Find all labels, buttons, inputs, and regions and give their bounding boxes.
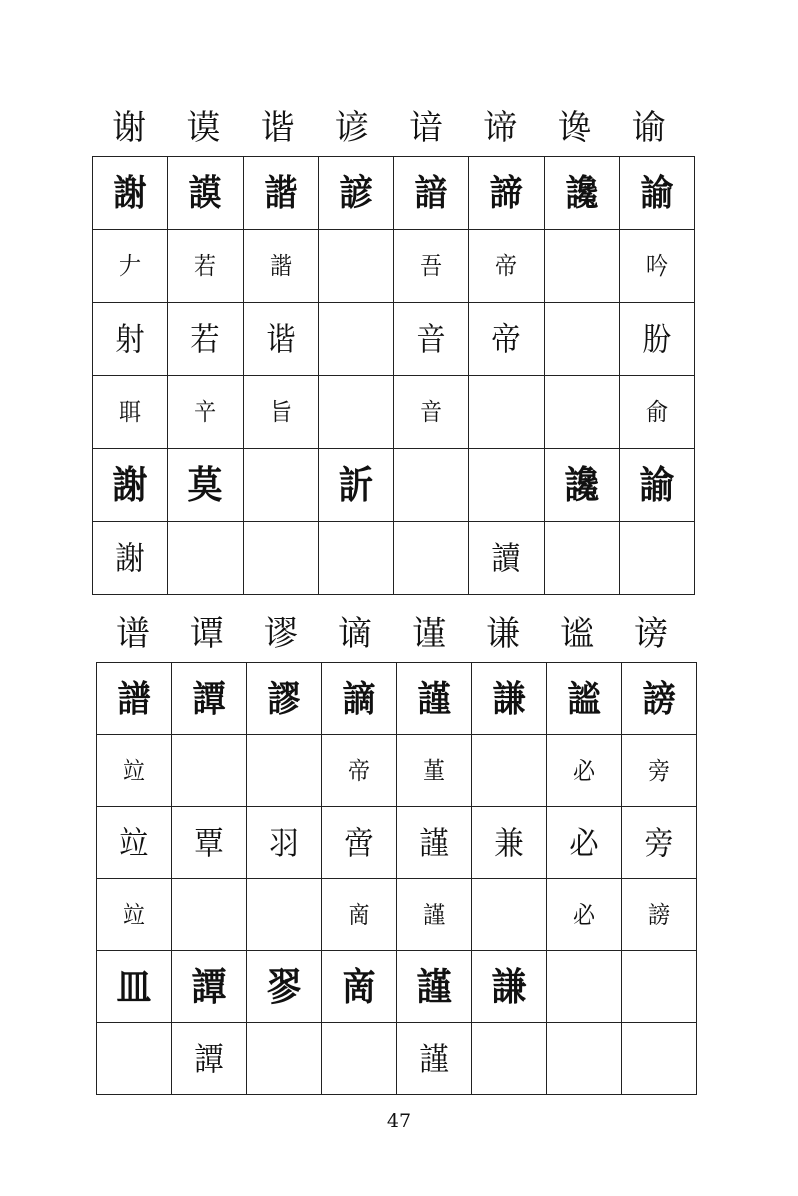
glyph-cell — [394, 303, 469, 376]
glyph-cell — [394, 157, 469, 230]
table-row — [93, 230, 695, 303]
glyph-cell — [168, 376, 243, 449]
ancient-glyph: 帝 — [495, 252, 518, 280]
glyph-cell — [168, 522, 243, 595]
ancient-glyph: 若 — [190, 320, 221, 358]
ancient-glyph: 竝 — [122, 900, 146, 929]
glyph-cell — [243, 449, 318, 522]
table-row — [97, 807, 697, 879]
ancient-glyph: 啻 — [344, 823, 374, 862]
table-row — [93, 522, 695, 595]
table-row — [97, 951, 697, 1023]
glyph-cell — [172, 663, 247, 735]
ancient-glyph: 謝 — [113, 172, 147, 214]
glyph-cell — [619, 376, 694, 449]
ancient-glyph: 帝 — [347, 756, 371, 785]
ancient-glyph: 若 — [194, 252, 217, 280]
glyph-cell — [619, 157, 694, 230]
glyph-cell — [97, 951, 172, 1023]
ancient-glyph: 謝 — [115, 539, 145, 577]
ancient-glyph: 吾 — [420, 252, 443, 280]
glyph-cell — [243, 376, 318, 449]
column-heading: 谱 — [116, 614, 150, 654]
ancient-glyph: 旁 — [644, 823, 674, 862]
glyph-cell — [322, 807, 397, 879]
column-heading: 谐 — [260, 108, 295, 148]
ancient-glyph: 吟 — [645, 252, 668, 280]
ancient-glyph: 謬 — [267, 677, 301, 720]
ancient-glyph: 兼 — [494, 823, 524, 862]
glyph-cell — [247, 951, 322, 1023]
ancient-glyph: 諺 — [339, 172, 373, 214]
ancient-glyph: 謝 — [112, 462, 148, 507]
ancient-glyph: 訢 — [338, 462, 374, 507]
ancient-glyph: 堇 — [422, 756, 446, 785]
ancient-glyph: 諧 — [269, 252, 292, 280]
glyph-cell — [97, 735, 172, 807]
glyph-cell — [172, 1023, 247, 1095]
glyph-cell — [318, 157, 393, 230]
column-heading: 谙 — [409, 108, 444, 148]
glyph-cell — [547, 663, 622, 735]
section-2-character-table — [96, 662, 697, 1095]
glyph-cell — [472, 663, 547, 735]
glyph-cell — [322, 1023, 397, 1095]
glyph-cell — [394, 449, 469, 522]
glyph-cell — [97, 1023, 172, 1095]
ancient-glyph: 帝 — [491, 320, 522, 358]
glyph-cell — [397, 1023, 472, 1095]
glyph-cell — [469, 230, 544, 303]
glyph-cell — [544, 303, 619, 376]
glyph-cell — [469, 522, 544, 595]
ancient-glyph: 謙 — [492, 677, 526, 720]
ancient-glyph: 謹 — [419, 1039, 449, 1078]
ancient-glyph: 謗 — [647, 900, 671, 929]
section-1-character-table — [92, 156, 695, 595]
ancient-glyph: 諭 — [639, 462, 675, 507]
ancient-glyph: 旁 — [647, 756, 671, 785]
column-heading: 谨 — [412, 614, 446, 654]
ancient-glyph: 莫 — [187, 462, 223, 507]
ancient-glyph: 射 — [115, 320, 145, 358]
ancient-glyph: 必 — [572, 756, 596, 785]
section-1-headings — [92, 108, 686, 148]
ancient-glyph: 謙 — [491, 963, 527, 1009]
column-heading: 谛 — [483, 108, 518, 148]
glyph-cell — [318, 230, 393, 303]
ancient-glyph: 譜 — [117, 677, 151, 720]
ancient-glyph: 讀 — [491, 539, 522, 577]
glyph-cell — [172, 735, 247, 807]
glyph-cell — [172, 879, 247, 951]
glyph-cell — [172, 951, 247, 1023]
glyph-cell — [247, 663, 322, 735]
column-heading: 谚 — [334, 108, 369, 148]
glyph-cell — [547, 879, 622, 951]
ancient-glyph: 皿 — [116, 963, 152, 1009]
glyph-cell — [394, 522, 469, 595]
glyph-cell — [619, 449, 694, 522]
glyph-cell — [622, 1023, 697, 1095]
ancient-glyph: 譚 — [191, 963, 227, 1009]
glyph-cell — [547, 807, 622, 879]
table-row — [97, 879, 697, 951]
glyph-cell — [544, 157, 619, 230]
glyph-cell — [397, 951, 472, 1023]
glyph-cell — [93, 376, 168, 449]
glyph-cell — [93, 157, 168, 230]
glyph-cell — [472, 1023, 547, 1095]
glyph-cell — [397, 879, 472, 951]
glyph-cell — [622, 807, 697, 879]
glyph-cell — [247, 879, 322, 951]
glyph-cell — [322, 735, 397, 807]
glyph-cell — [472, 807, 547, 879]
page-number: 47 — [386, 1110, 412, 1132]
glyph-cell — [547, 1023, 622, 1095]
glyph-cell — [544, 376, 619, 449]
ancient-glyph: 謹 — [416, 963, 452, 1009]
column-heading: 谤 — [634, 614, 668, 654]
glyph-cell — [318, 449, 393, 522]
glyph-cell — [243, 157, 318, 230]
column-heading: 谪 — [338, 614, 372, 654]
glyph-cell — [97, 879, 172, 951]
glyph-cell — [619, 303, 694, 376]
ancient-glyph: 竝 — [122, 756, 146, 785]
ancient-glyph: 諳 — [414, 172, 448, 214]
glyph-cell — [622, 663, 697, 735]
column-heading: 谦 — [486, 614, 520, 654]
ancient-glyph: 旨 — [269, 398, 292, 426]
glyph-cell — [622, 951, 697, 1023]
glyph-cell — [322, 951, 397, 1023]
column-heading: 谭 — [190, 614, 224, 654]
glyph-cell — [544, 449, 619, 522]
ancient-glyph: 必 — [569, 823, 599, 862]
column-heading: 谗 — [557, 108, 592, 148]
ancient-glyph: 譚 — [194, 1039, 224, 1078]
ancient-glyph: 謹 — [419, 823, 449, 862]
glyph-cell — [547, 735, 622, 807]
table-row — [97, 735, 697, 807]
glyph-cell — [397, 735, 472, 807]
table-row — [97, 1023, 697, 1095]
column-heading: 谕 — [631, 108, 666, 148]
ancient-glyph: 謹 — [417, 677, 451, 720]
ancient-glyph: 讒 — [565, 172, 599, 214]
glyph-cell — [397, 807, 472, 879]
ancient-glyph: 䇂 — [194, 398, 217, 426]
glyph-cell — [318, 522, 393, 595]
table-row — [97, 663, 697, 735]
glyph-cell — [622, 735, 697, 807]
glyph-cell — [247, 1023, 322, 1095]
glyph-cell — [469, 303, 544, 376]
ancient-glyph: 谐 — [265, 320, 296, 358]
glyph-cell — [322, 663, 397, 735]
glyph-cell — [469, 376, 544, 449]
glyph-cell — [93, 522, 168, 595]
ancient-glyph: 諦 — [489, 172, 523, 214]
glyph-cell — [168, 157, 243, 230]
glyph-cell — [397, 663, 472, 735]
glyph-cell — [247, 735, 322, 807]
glyph-cell — [472, 951, 547, 1023]
ancient-glyph: 必 — [572, 900, 596, 929]
ancient-glyph: 讒 — [564, 462, 600, 507]
ancient-glyph: 竝 — [119, 823, 149, 862]
glyph-cell — [247, 807, 322, 879]
ancient-glyph: 𠂇 — [119, 252, 142, 280]
glyph-cell — [168, 230, 243, 303]
ancient-glyph: 羽 — [269, 823, 299, 862]
glyph-cell — [243, 303, 318, 376]
table-row — [93, 449, 695, 522]
glyph-cell — [318, 376, 393, 449]
glyph-cell — [172, 807, 247, 879]
ancient-glyph: 諧 — [264, 172, 298, 214]
glyph-cell — [97, 663, 172, 735]
glyph-cell — [97, 807, 172, 879]
glyph-cell — [168, 449, 243, 522]
glyph-cell — [547, 951, 622, 1023]
glyph-cell — [544, 230, 619, 303]
glyph-cell — [318, 303, 393, 376]
ancient-glyph: 音 — [420, 398, 443, 426]
ancient-glyph: 謹 — [422, 900, 446, 929]
glyph-cell — [322, 879, 397, 951]
column-heading: 谟 — [186, 108, 221, 148]
glyph-cell — [243, 230, 318, 303]
ancient-glyph: 啇 — [347, 900, 371, 929]
glyph-cell — [394, 230, 469, 303]
table-row — [93, 157, 695, 230]
glyph-cell — [469, 157, 544, 230]
ancient-glyph: 謨 — [188, 172, 222, 214]
glyph-cell — [168, 303, 243, 376]
glyph-cell — [619, 230, 694, 303]
ancient-glyph: 諭 — [640, 172, 674, 214]
column-heading: 谧 — [560, 614, 594, 654]
ancient-glyph: 謐 — [567, 677, 601, 720]
ancient-glyph: 謗 — [642, 677, 676, 720]
glyph-cell — [93, 230, 168, 303]
glyph-cell — [619, 522, 694, 595]
glyph-cell — [469, 449, 544, 522]
ancient-glyph: 翏 — [266, 963, 302, 1009]
glyph-cell — [93, 303, 168, 376]
section-2-headings — [96, 614, 688, 654]
table-row — [93, 376, 695, 449]
ancient-glyph: 啇 — [341, 963, 377, 1009]
ancient-glyph: 俞 — [645, 398, 668, 426]
glyph-cell — [472, 879, 547, 951]
ancient-glyph: 音 — [416, 320, 446, 358]
glyph-cell — [93, 449, 168, 522]
glyph-cell — [472, 735, 547, 807]
column-heading: 谬 — [264, 614, 298, 654]
glyph-cell — [622, 879, 697, 951]
glyph-cell — [544, 522, 619, 595]
table-row — [93, 303, 695, 376]
ancient-glyph: 覃 — [194, 823, 224, 862]
glyph-cell — [394, 376, 469, 449]
ancient-glyph: 朌 — [642, 320, 672, 358]
column-heading: 谢 — [112, 108, 147, 148]
ancient-glyph: 聑 — [119, 398, 142, 426]
glyph-cell — [243, 522, 318, 595]
ancient-glyph: 謫 — [342, 677, 376, 720]
ancient-glyph: 譚 — [192, 677, 226, 720]
